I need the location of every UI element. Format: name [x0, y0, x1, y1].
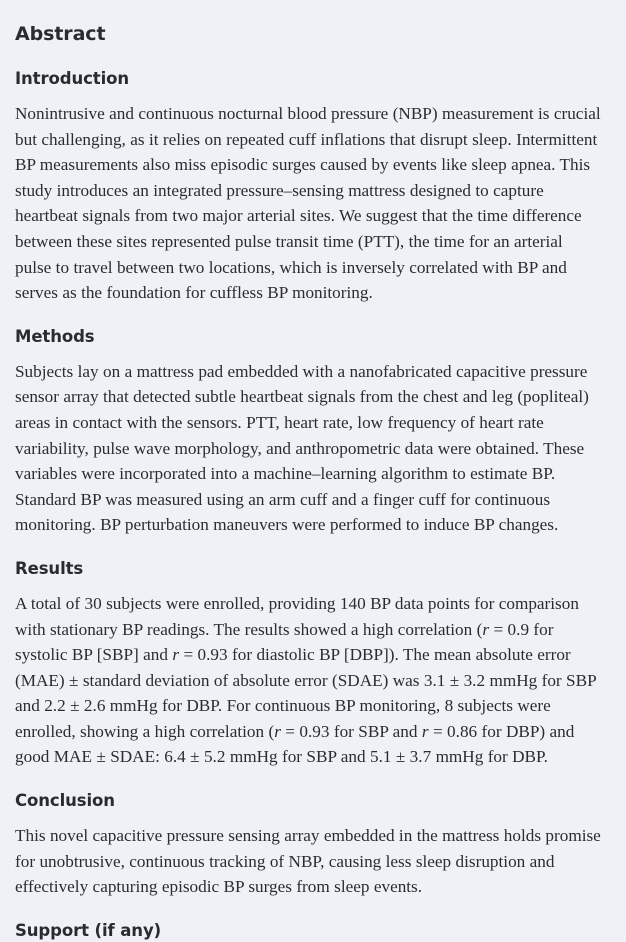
section-body-methods: Subjects lay on a mattress pad embedded with a nanofabricated capacitive pressure sensor array that detected subtle heartbeat signals from the chest and leg (popliteal) areas in contact with the sensors. PTT, heart rate, low frequency of heart rate variability, pulse wave morphology, and anthropometric data were obtained. These variables were incorporated into a machine–learning algorithm to estimate BP. Standard BP was measured using an arm cuff and a finger cuff for continuous monitoring. BP perturbation maneuvers were performed to induce BP changes. [15, 361, 589, 535]
section-heading-results: Results [15, 558, 84, 578]
section-methods [15, 326, 601, 538]
section-results [15, 558, 601, 770]
section-heading-conclusion: Conclusion [15, 791, 115, 811]
section-heading-methods: Methods [15, 326, 95, 346]
section-body-results: A total of 30 subjects were enrolled, providing 140 BP data points for comparison with stationary BP readings. The results showed a high correlation (r = 0.9 for systolic BP [SBP] and r = 0.93 for diastolic BP [DBP]). The mean absolute error (MAE) ± standard deviation of absolute error (SDAE) was 3.1 ± 3.2 mmHg for SBP and 2.2 ± 2.6 mmHg for DBP. For continuous BP monitoring, 8 subjects were enrolled, showing a high correlation (r = 0.93 for SBP and r = 0.86 for DBP) and good MAE ± SDAE: 6.4 ± 5.2 mmHg for SBP and 5.1 ± 3.7 mmHg for DBP. [15, 593, 596, 767]
page-title: Abstract [15, 23, 106, 45]
section-heading-introduction: Introduction [15, 69, 130, 88]
section-heading-support: Support (if any) [15, 920, 162, 940]
section-support [15, 920, 601, 942]
section-body-introduction: Nonintrusive and continuous nocturnal blood pressure (NBP) measurement is crucial but challenging, as it relies on repeated cuff inflations that disrupt sleep. Intermittent BP measurements also miss episodic surges caused by events like sleep apnea. This study introduces an integrated pressure–sensing mattress designed to capture heartbeat signals from two major arterial sites. We suggest that the time difference between these sites represented pulse transit time (PTT), the time for an arterial pulse to travel between two locations, which is inversely correlated with BP and serves as the foundation for cuffless BP monitoring. [15, 104, 601, 303]
section-conclusion [15, 790, 601, 900]
section-body-conclusion: This novel capacitive pressure sensing array embedded in the mattress holds promise for unobtrusive, continuous tracking of NBP, causing less sleep disruption and effectively capturing episodic BP surges from sleep events. [15, 826, 601, 897]
section-introduction [15, 68, 601, 306]
